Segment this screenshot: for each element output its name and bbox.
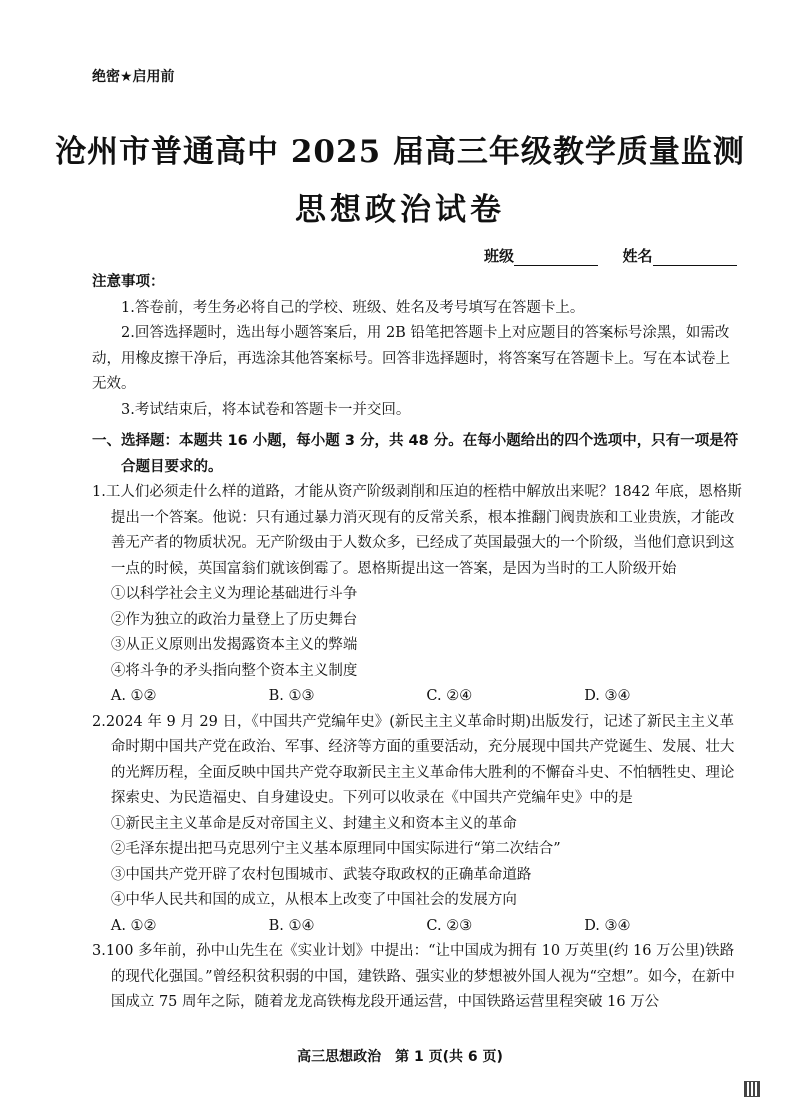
name-label: 姓名	[622, 247, 653, 265]
confidential-mark: 绝密★启用前	[92, 69, 175, 85]
statement-option: ③从正义原则出发揭露资本主义的弊端	[110, 637, 358, 653]
choice-b: B. ①④	[268, 917, 315, 934]
exam-body	[92, 270, 742, 1016]
notice-item: 3.考试结束后，将本试卷和答题卡一并交回。	[121, 401, 411, 418]
statement-option: ②作为独立的政治力量登上了历史舞台	[110, 611, 358, 628]
class-label: 班级	[484, 247, 515, 265]
name-blank[interactable]	[653, 251, 737, 266]
statement-option: ④将斗争的矛头指向整个资本主义制度	[110, 662, 358, 679]
qr-code-icon	[744, 1081, 760, 1097]
choice-a: A. ①②	[110, 688, 157, 704]
answer-choices	[92, 914, 742, 940]
statement-option: ③中国共产党开辟了农村包围城市、武装夺取政权的正确革命道路	[110, 866, 532, 883]
notice-item: 1.答卷前，考生务必将自己的学校、班级、姓名及考号填写在答题卡上。	[121, 299, 585, 316]
page-footer: 高三思想政治 第 1 页(共 6 页)	[297, 1049, 503, 1065]
statement-option: ①以科学社会主义为理论基础进行斗争	[110, 586, 358, 602]
choice-b: B. ①③	[268, 688, 315, 704]
question-stem: 2.2024 年 9 月 29 日，《中国共产党编年史》(新民主主义革命时期)出版发行，记述了新民主主义革命时期中国共产党在政治、军事、经济等方面的重要活动，充分展现中国共产党诞生、发展、壮大的光辉历程，全面反映中国共产党夺取新民主主义革命伟大胜利的不懈奋斗史、不怕牺牲史、理论探索史、为民造福史、自身建设史。下列可以收录在《中国共产党编年史》中的是	[92, 713, 735, 806]
choice-c: C. ②④	[426, 688, 473, 704]
question-stem: 3.100 多年前，孙中山先生在《实业计划》中提出：“让中国成为拥有 10 万英里(约 16 万公里)铁路的现代化强国。”曾经积贫积弱的中国，建铁路、强实业的梦想被外国人视为“空想”。如今，在新中国成立 75 周年之际，随着龙龙高铁梅龙段开通运营，中国铁路运营里程突破 16 万公	[92, 943, 735, 1010]
statement-option: ①新民主主义革命是反对帝国主义、封建主义和资本主义的革命	[110, 815, 517, 832]
choice-c: C. ②③	[426, 917, 473, 934]
exam-subject-title: 思想政治试卷	[295, 192, 505, 228]
choice-d: D. ③④	[584, 688, 631, 704]
class-blank[interactable]	[514, 251, 598, 266]
statement-option: ②毛泽东提出把马克思列宁主义基本原理同中国实际进行“第二次结合”	[110, 841, 561, 857]
notice-heading: 注意事项：	[92, 274, 165, 290]
notice-item: 2.回答选择题时，选出每小题答案后，用 2B 铅笔把答题卡上对应题目的答案标号涂黑，如需改动，用橡皮擦干净后，再选涂其他答案标号。回答非选择题时，将答案写在答题卡上。写在本试卷上无效。	[92, 325, 730, 392]
section-heading: 一、选择题：本题共 16 小题，每小题 3 分，共 48 分。在每小题给出的四个选项中，只有一项是符合题目要求的。	[92, 433, 739, 475]
answer-choices	[92, 684, 742, 710]
student-info-line	[484, 245, 737, 266]
choice-d: D. ③④	[584, 917, 631, 934]
question-stem: 1.工人们必须走什么样的道路，才能从资产阶级剥削和压迫的桎梏中解放出来呢？1842 年底，恩格斯提出一个答案。他说：只有通过暴力消灭现有的反常关系，根本推翻门阀贵族和工业贵族，才能改善无产者的物质状况。无产阶级由于人数众多，已经成了英国最强大的一个阶级，当他们意识到这一点的时候，英国富翁们就该倒霉了。恩格斯提出这一答案，是因为当时的工人阶级开始	[92, 484, 742, 577]
statement-option: ④中华人民共和国的成立，从根本上改变了中国社会的发展方向	[110, 892, 517, 908]
choice-a: A. ①②	[110, 917, 157, 934]
exam-title: 沧州市普通高中 2025 届高三年级教学质量监测	[55, 134, 745, 170]
